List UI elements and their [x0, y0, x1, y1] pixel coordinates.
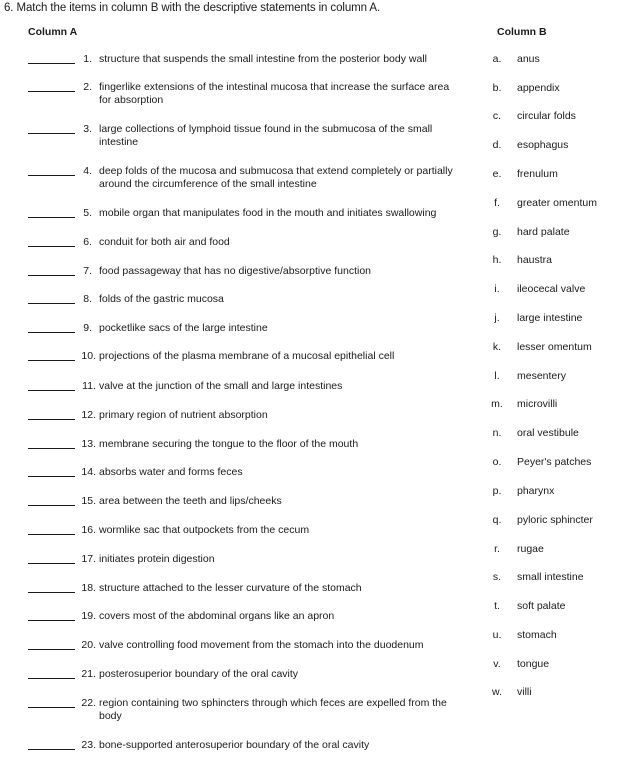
item-number: 19. — [81, 610, 96, 622]
item-letter: n. — [492, 427, 502, 439]
item-number: 11. — [82, 380, 96, 392]
item-term: appendix — [517, 82, 560, 94]
item-term: greater omentum — [517, 197, 597, 209]
answer-blank[interactable] — [28, 303, 75, 304]
item-description: posterosuperior boundary of the oral cavity — [99, 668, 299, 680]
item-term: lesser omentum — [517, 341, 592, 353]
column-a-title: Column A — [28, 26, 78, 38]
item-number: 4. — [83, 165, 92, 177]
answer-blank[interactable] — [28, 678, 75, 679]
item-number: 21. — [81, 668, 96, 680]
item-letter: u. — [492, 629, 502, 641]
item-letter: b. — [492, 82, 502, 94]
item-letter: k. — [492, 341, 502, 353]
item-description: region containing two sphincters through which feces are expelled from the body — [99, 697, 447, 722]
answer-blank[interactable] — [28, 649, 75, 650]
item-description: bone-supported anterosuperior boundary of the oral cavity — [99, 739, 370, 751]
item-number: 7. — [83, 265, 92, 277]
item-number: 22. — [81, 697, 96, 709]
item-letter: i. — [494, 283, 500, 295]
item-number: 3. — [83, 123, 92, 135]
item-term: microvilli — [517, 398, 558, 410]
item-term: ileocecal valve — [517, 283, 586, 295]
answer-blank[interactable] — [28, 91, 75, 92]
question-heading — [4, 2, 380, 14]
item-letter: c. — [492, 110, 502, 122]
item-description: structure that suspends the small intestine from the posterior body wall — [99, 53, 427, 65]
answer-blank[interactable] — [28, 505, 75, 506]
item-term: hard palate — [517, 226, 570, 238]
item-term: pharynx — [517, 485, 555, 497]
item-description: valve controlling food movement from the stomach into the duodenum — [99, 639, 424, 651]
item-letter: v. — [493, 658, 501, 670]
item-number: 20. — [81, 639, 96, 651]
answer-blank[interactable] — [28, 476, 75, 477]
item-description: mobile organ that manipulates food in the mouth and initiates swallowing — [99, 207, 437, 219]
item-number: 5. — [83, 207, 92, 219]
item-letter: h. — [492, 254, 502, 266]
item-term: tongue — [517, 658, 550, 670]
item-term: esophagus — [517, 139, 569, 151]
answer-blank[interactable] — [28, 620, 75, 621]
item-term: villi — [517, 686, 532, 698]
answer-blank[interactable] — [28, 534, 75, 535]
item-description: conduit for both air and food — [99, 236, 230, 248]
answer-blank[interactable] — [28, 707, 75, 708]
answer-blank[interactable] — [28, 175, 75, 176]
item-term: anus — [517, 53, 540, 65]
item-number: 17. — [81, 553, 96, 565]
item-term: frenulum — [517, 168, 558, 180]
question-instructions: Match the items in column B with the descriptive statements in column A. — [16, 2, 381, 14]
item-number: 2. — [83, 81, 92, 93]
item-number: 1. — [83, 53, 92, 65]
item-description: area between the teeth and lips/cheeks — [99, 495, 282, 507]
item-description: membrane securing the tongue to the floor of the mouth — [99, 438, 359, 450]
column-b-title: Column B — [497, 26, 547, 38]
item-description: fingerlike extensions of the intestinal mucosa that increase the surface area for absorption — [99, 81, 450, 106]
answer-blank[interactable] — [28, 275, 75, 276]
item-number: 8. — [83, 293, 92, 305]
item-letter: j. — [494, 312, 500, 324]
item-letter: e. — [492, 168, 502, 180]
item-letter: q. — [492, 514, 502, 526]
item-letter: m. — [491, 398, 503, 410]
item-term: large intestine — [517, 312, 583, 324]
item-number: 9. — [83, 322, 92, 334]
item-term: rugae — [517, 543, 544, 555]
item-number: 13. — [81, 438, 96, 450]
item-description: projections of the plasma membrane of a mucosal epithelial cell — [99, 350, 395, 362]
answer-blank[interactable] — [28, 63, 75, 64]
item-letter: t. — [494, 600, 500, 612]
item-letter: l. — [494, 370, 500, 382]
item-letter: r. — [494, 543, 500, 555]
item-letter: w. — [492, 686, 502, 698]
answer-blank[interactable] — [28, 749, 75, 750]
item-description: food passageway that has no digestive/absorptive function — [99, 265, 372, 277]
item-description: wormlike sac that outpockets from the cecum — [99, 524, 310, 536]
item-term: pyloric sphincter — [517, 514, 593, 526]
answer-blank[interactable] — [28, 448, 75, 449]
item-description: pocketlike sacs of the large intestine — [99, 322, 268, 334]
answer-blank[interactable] — [28, 563, 75, 564]
answer-blank[interactable] — [28, 332, 75, 333]
item-letter: d. — [492, 139, 502, 151]
item-term: small intestine — [517, 571, 584, 583]
answer-blank[interactable] — [28, 217, 75, 218]
item-number: 12. — [81, 409, 96, 421]
item-term: haustra — [517, 254, 553, 266]
answer-blank[interactable] — [28, 390, 75, 391]
item-letter: g. — [492, 226, 502, 238]
answer-blank[interactable] — [28, 360, 75, 361]
answer-blank[interactable] — [28, 246, 75, 247]
item-term: stomach — [517, 629, 557, 641]
item-number: 18. — [81, 582, 96, 594]
item-description: folds of the gastric mucosa — [99, 293, 224, 305]
item-letter: o. — [492, 456, 502, 468]
item-term: mesentery — [517, 370, 567, 382]
item-description: structure attached to the lesser curvature of the stomach — [99, 582, 362, 594]
item-letter: p. — [492, 485, 502, 497]
item-term: oral vestibule — [517, 427, 579, 439]
answer-blank[interactable] — [28, 419, 75, 420]
item-description: initiates protein digestion — [99, 553, 215, 565]
item-number: 15. — [81, 495, 96, 507]
item-term: circular folds — [517, 110, 576, 122]
item-number: 23. — [81, 739, 96, 751]
item-term: Peyer's patches — [517, 456, 592, 468]
item-description: covers most of the abdominal organs like an apron — [99, 610, 335, 622]
item-letter: s. — [492, 571, 502, 583]
item-letter: a. — [492, 53, 502, 65]
answer-blank[interactable] — [28, 592, 75, 593]
item-number: 10. — [81, 350, 96, 362]
item-term: soft palate — [517, 600, 566, 612]
item-description: deep folds of the mucosa and submucosa that extend completely or partially around the circumference of the small intestine — [99, 165, 453, 190]
item-number: 6. — [83, 236, 92, 248]
item-description: absorbs water and forms feces — [99, 466, 243, 478]
item-number: 14. — [81, 466, 96, 478]
item-description: primary region of nutrient absorption — [99, 409, 268, 421]
item-description: valve at the junction of the small and large intestines — [99, 380, 343, 392]
item-letter: f. — [494, 197, 500, 209]
item-number: 16. — [81, 524, 96, 536]
item-description: large collections of lymphoid tissue found in the submucosa of the small intestine — [99, 123, 433, 148]
question-number: 6. — [4, 2, 14, 14]
answer-blank[interactable] — [28, 133, 75, 134]
